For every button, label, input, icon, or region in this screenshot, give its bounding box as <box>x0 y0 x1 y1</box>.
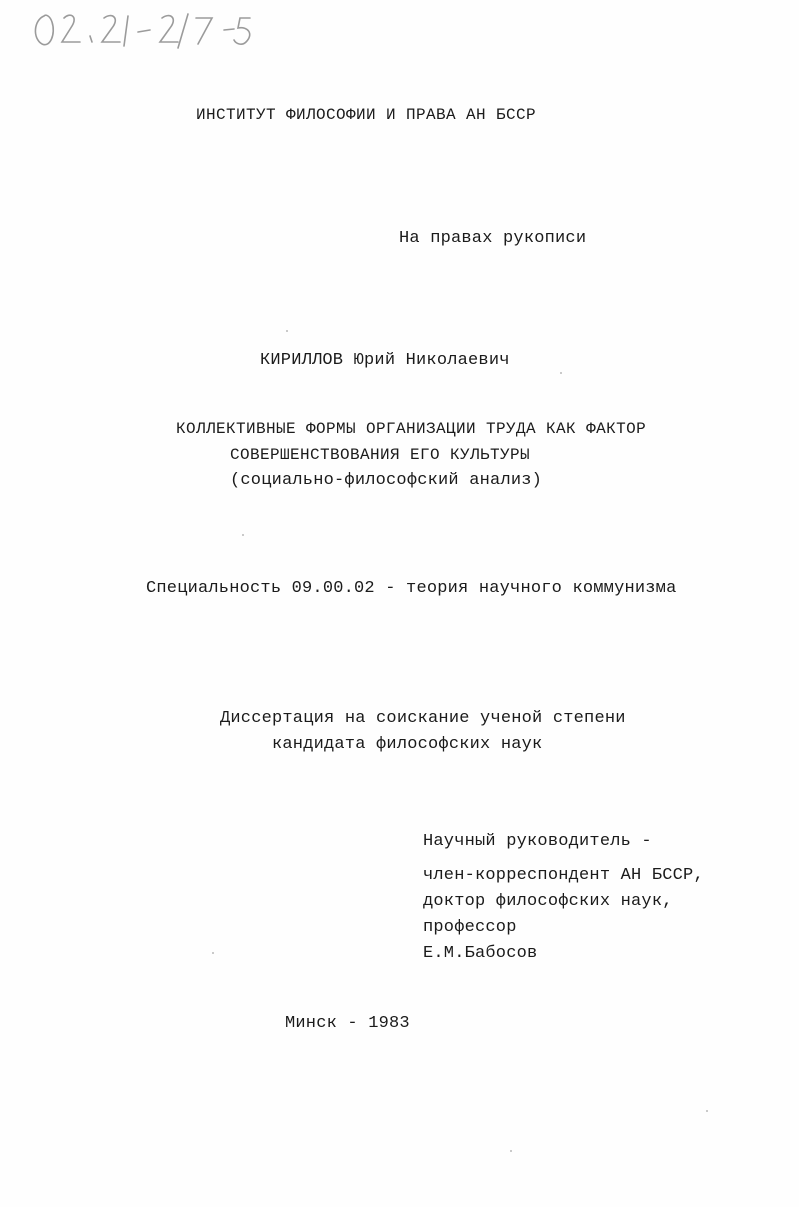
place-and-year: Минск - 1983 <box>285 1014 410 1033</box>
supervisor-heading: Научный руководитель - <box>423 832 652 851</box>
author-name: КИРИЛЛОВ Юрий Николаевич <box>260 351 510 370</box>
degree-line-1: Диссертация на соискание ученой степени <box>220 709 626 728</box>
manuscript-rights-note: На правах рукописи <box>399 229 587 248</box>
supervisor-name: Е.М.Бабосов <box>423 944 538 963</box>
scan-speck <box>242 534 244 536</box>
scan-speck <box>560 372 562 374</box>
specialty-line: Специальность 09.00.02 - теория научного коммунизма <box>146 579 677 598</box>
degree-line-2: кандидата философских наук <box>272 735 543 754</box>
scan-speck <box>706 1110 708 1112</box>
scan-speck <box>510 1150 512 1152</box>
supervisor-title-2: доктор философских наук, <box>423 892 673 911</box>
scan-speck <box>286 330 288 332</box>
supervisor-title-3: профессор <box>423 918 517 937</box>
dissertation-title-line-2: СОВЕРШЕНСТВОВАНИЯ ЕГО КУЛЬТУРЫ <box>230 446 531 464</box>
dissertation-title-line-1: КОЛЛЕКТИВНЫЕ ФОРМЫ ОРГАНИЗАЦИИ ТРУДА КАК ФАКТОР <box>176 420 647 438</box>
scan-speck <box>212 952 214 954</box>
supervisor-title-1: член-корреспондент АН БССР, <box>423 866 704 885</box>
dissertation-subtitle: (социально-философский анализ) <box>230 471 543 490</box>
institution-name: ИНСТИТУТ ФИЛОСОФИИ И ПРАВА АН БССР <box>196 106 537 124</box>
handwritten-archive-number <box>28 8 268 52</box>
